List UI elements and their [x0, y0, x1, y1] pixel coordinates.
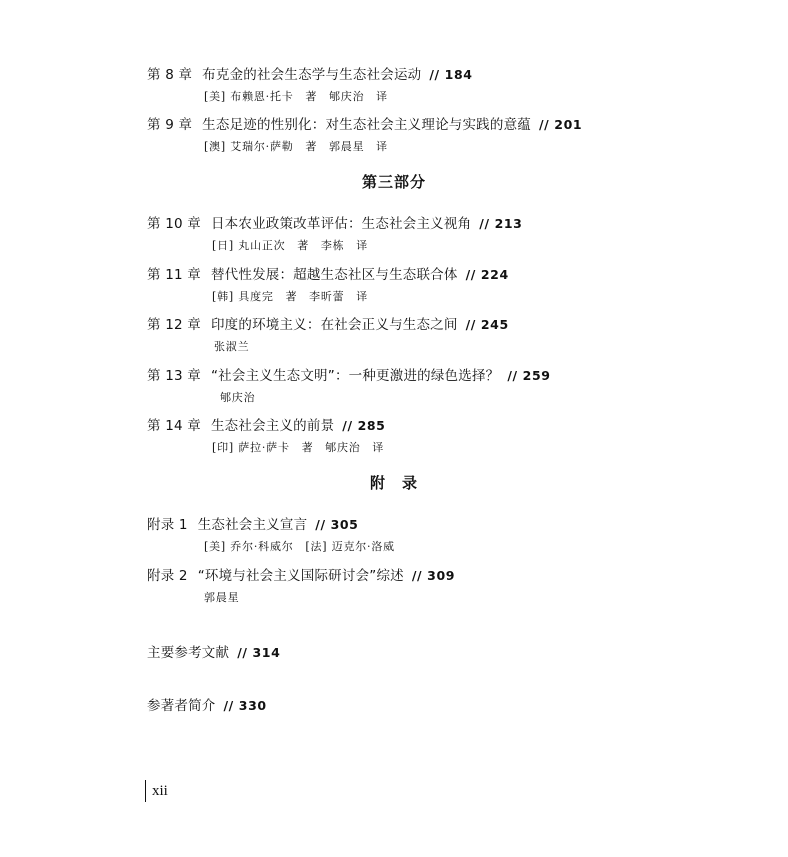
page-number: // 330	[223, 698, 267, 713]
chapter-title: 日本农业政策改革评估：生态社会主义视角	[210, 216, 472, 232]
chapter-author: [韩] 具度完 著 李昕蕾 译	[212, 290, 369, 303]
chapter-author: [印] 萨拉·萨卡 著 郇庆治 译	[212, 441, 385, 454]
page-folio: xii	[152, 783, 168, 799]
chapter-number: 第 12 章	[147, 317, 201, 333]
chapter-title: 替代性发展：超越生态社区与生态联合体	[210, 267, 458, 283]
chapter-number: 第 8 章	[147, 67, 193, 83]
appendix-title: 生态社会主义宣言	[197, 517, 308, 533]
chapter-title: 布克金的社会生态学与生态社会运动	[202, 67, 422, 83]
toc-entry-ch14	[147, 414, 385, 434]
toc-entry-ch11	[147, 263, 509, 283]
appendix-number: 附录 2	[147, 568, 188, 584]
toc-entry-ch13	[147, 364, 551, 384]
toc-entry-ch8	[147, 63, 473, 83]
toc-entry-references	[147, 641, 280, 661]
chapter-title: 印度的环境主义：在社会正义与生态之间	[210, 317, 458, 333]
chapter-title: 生态足迹的性别化：对生态社会主义理论与实践的意蕴	[202, 117, 531, 133]
chapter-author: 郇庆治	[220, 391, 256, 404]
toc-entry-app1	[147, 513, 358, 533]
toc-entry-contributors	[147, 694, 267, 714]
contributors-title: 参著者简介	[147, 698, 216, 714]
chapter-author: [澳] 艾瑞尔·萨勒 著 郭晨星 译	[204, 140, 388, 153]
toc-entry-app2	[147, 564, 455, 584]
page-number: // 314	[237, 645, 281, 660]
chapter-title: 生态社会主义的前景	[210, 418, 335, 434]
chapter-title: “社会主义生态文明”：一种更激进的绿色选择？	[210, 368, 500, 384]
folio-rule	[145, 780, 146, 802]
chapter-number: 第 13 章	[147, 368, 201, 384]
page-number: // 213	[479, 216, 523, 231]
part-heading: 第三部分	[361, 173, 426, 191]
toc-entry-ch12	[147, 313, 509, 333]
chapter-number: 第 10 章	[147, 216, 201, 232]
page-number: // 224	[465, 267, 509, 282]
chapter-number: 第 11 章	[147, 267, 201, 283]
chapter-author: 张淑兰	[214, 340, 250, 353]
page-number: // 285	[342, 418, 386, 433]
chapter-number: 第 14 章	[147, 418, 201, 434]
page-number: // 245	[465, 317, 509, 332]
appendix-author: [美] 乔尔·科威尔 [法] 迈克尔·洛威	[204, 540, 395, 553]
appendix-author: 郭晨星	[204, 591, 240, 604]
appendix-title: “环境与社会主义国际研讨会”综述	[197, 568, 404, 584]
page-number: // 259	[507, 368, 551, 383]
appendix-heading: 附 录	[369, 474, 418, 492]
toc-entry-ch9	[147, 113, 582, 133]
page-number: // 184	[429, 67, 473, 82]
chapter-number: 第 9 章	[147, 117, 193, 133]
references-title: 主要参考文献	[147, 645, 230, 661]
page-number: // 201	[538, 117, 583, 132]
appendix-number: 附录 1	[147, 517, 188, 533]
page-number: // 309	[411, 568, 456, 583]
toc-entry-ch10	[147, 212, 522, 232]
chapter-author: [日] 丸山正次 著 李栋 译	[212, 239, 369, 252]
chapter-author: [美] 布赖恩·托卡 著 郇庆治 译	[204, 90, 388, 103]
page-number: // 305	[315, 517, 359, 532]
